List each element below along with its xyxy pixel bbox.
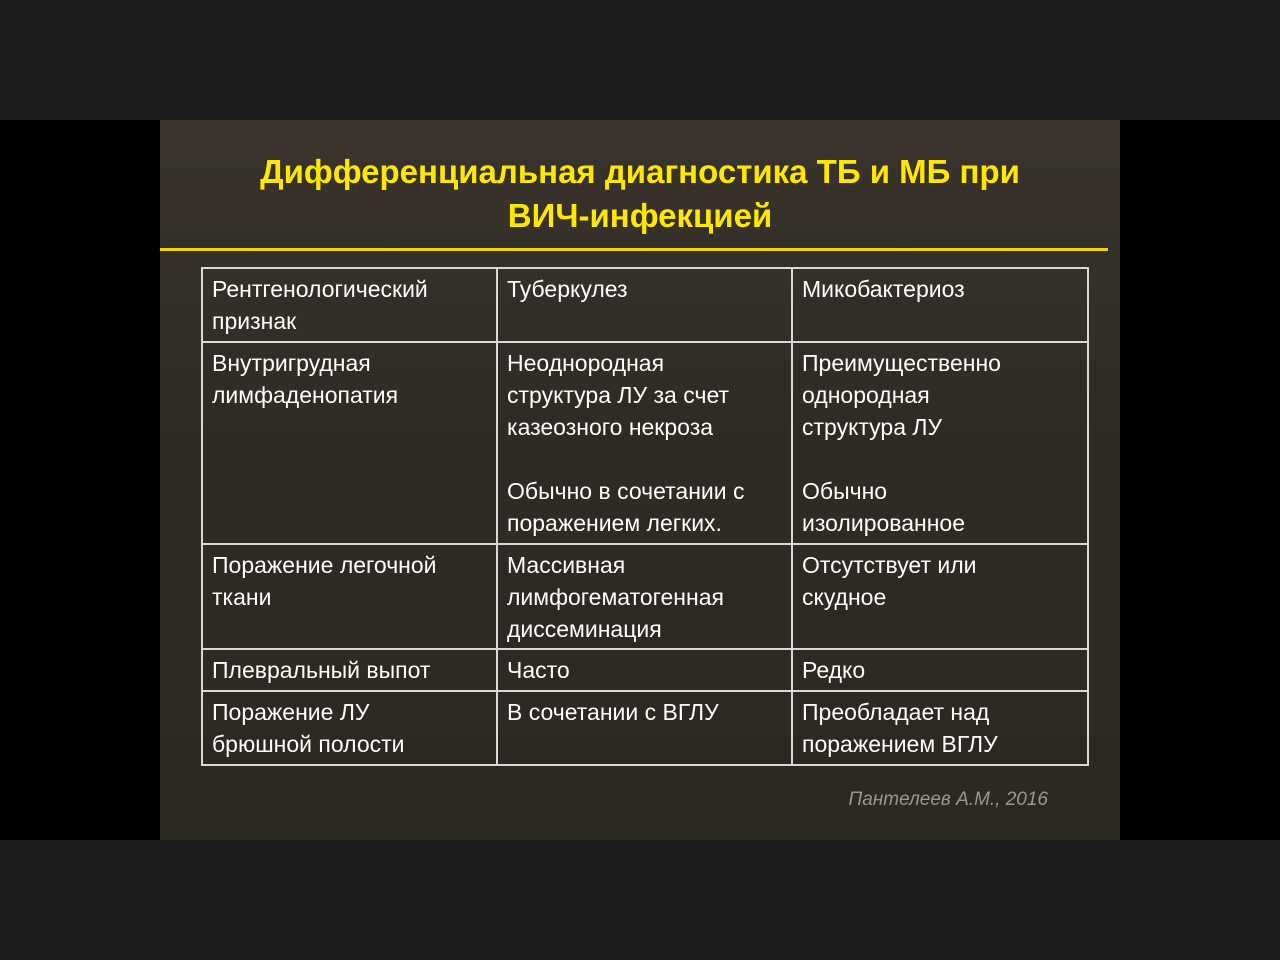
row-mycobacteriosis-cell: Преимущественно однородная структура ЛУ Обычно изолированное: [792, 342, 1088, 544]
row-feature-cell: Внутригрудная лимфаденопатия: [202, 342, 497, 544]
title-divider: [160, 248, 1108, 251]
row-tuberculosis-cell: Массивная лимфогематогенная диссеминация: [497, 544, 792, 649]
author-credit: Пантелеев А.М., 2016: [848, 789, 1048, 810]
row-feature-cell: Плевральный выпот: [202, 649, 497, 691]
presentation-slide: [160, 120, 1120, 840]
header-cell-feature: Рентгенологический признак: [202, 268, 497, 342]
row-tuberculosis-cell: Часто: [497, 649, 792, 691]
row-tuberculosis-cell: Неоднородная структура ЛУ за счет казеозного некроза Обычно в сочетании с поражением легких.: [497, 342, 792, 544]
slide-title-line-1: Дифференциальная диагностика ТБ и МБ при: [260, 153, 1020, 190]
header-cell-tuberculosis: Туберкулез: [497, 268, 792, 342]
row-feature-cell: Поражение ЛУ брюшной полости: [202, 691, 497, 765]
differential-diagnosis-table: [201, 267, 1089, 766]
table-header-row: [202, 268, 1088, 342]
slide-title-line-2: ВИЧ-инфекцией: [507, 197, 773, 234]
slide-title: [160, 150, 1120, 238]
row-tuberculosis-cell: В сочетании с ВГЛУ: [497, 691, 792, 765]
row-mycobacteriosis-cell: Преобладает над поражением ВГЛУ: [792, 691, 1088, 765]
row-mycobacteriosis-cell: Отсутствует или скудное: [792, 544, 1088, 649]
table-row: [202, 691, 1088, 765]
row-mycobacteriosis-cell: Редко: [792, 649, 1088, 691]
header-cell-mycobacteriosis: Микобактериоз: [792, 268, 1088, 342]
table-row: [202, 649, 1088, 691]
row-feature-cell: Поражение легочной ткани: [202, 544, 497, 649]
table-row: [202, 342, 1088, 544]
table-row: [202, 544, 1088, 649]
